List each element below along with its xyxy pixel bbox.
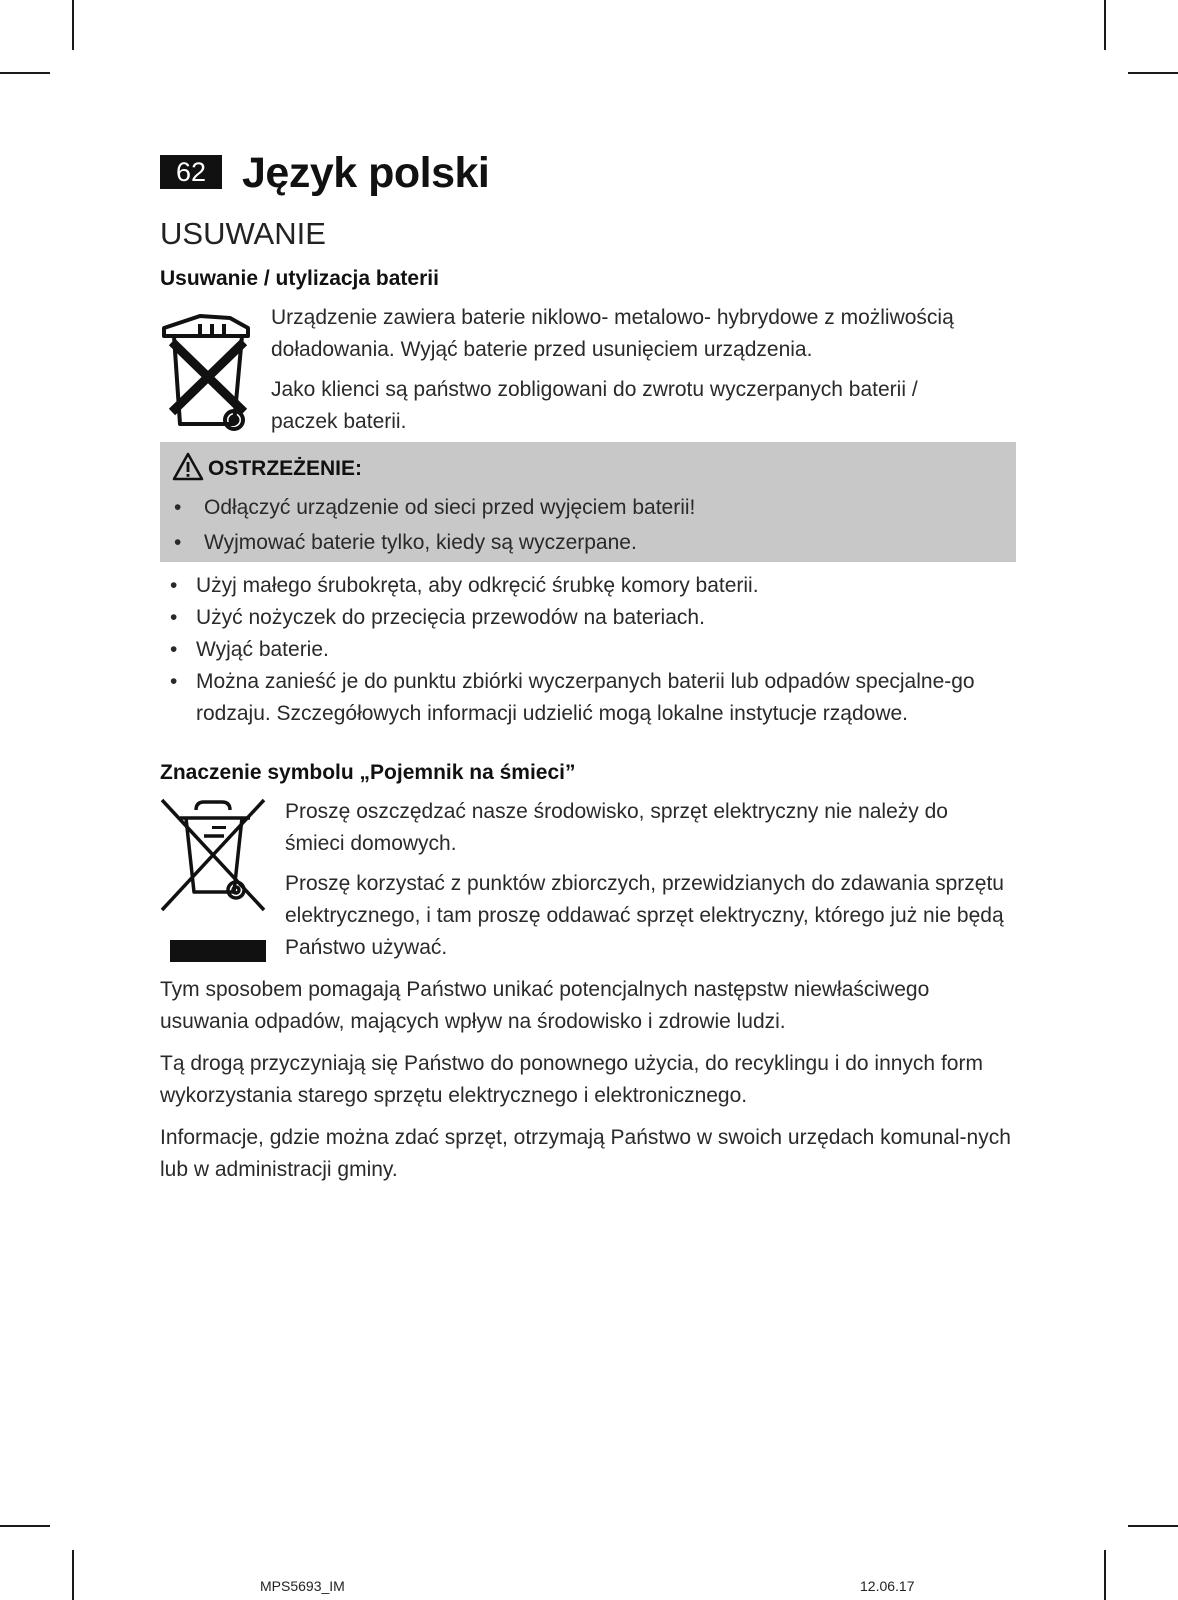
weee-crossed-bin-icon bbox=[160, 796, 268, 968]
step-text: Użyj małego śrubokręta, aby odkręcić śrubkę komory baterii. bbox=[196, 574, 759, 597]
bin-paragraph: Proszę oszczędzać nasze środowisko, sprzęt elektryczny nie należy do śmieci domowych. bbox=[285, 800, 948, 855]
list-item bbox=[160, 602, 1020, 634]
crop-mark bbox=[0, 72, 50, 74]
battery-paragraph: Jako klienci są państwo zobligowani do zwrotu wyczerpanych baterii / paczek baterii. bbox=[271, 378, 918, 433]
bullet: • bbox=[170, 638, 178, 661]
footer-doc-id: MPS5693_IM bbox=[260, 1578, 345, 1594]
list-item bbox=[160, 666, 996, 730]
body-paragraph: Tym sposobem pomagają Państwo unikać potencjalnych następstw niewłaściwego usuwania odpadów, mających wpływ na środowisko i zdrowie ludzi. bbox=[160, 978, 930, 1033]
warning-item: Wyjmować baterie tylko, kiedy są wyczerpane. bbox=[204, 531, 637, 554]
body-paragraph: Informacje, gdzie można zdać sprzęt, otrzymają Państwo w swoich urzędach komunal-nych lub w administracji gminy. bbox=[160, 1126, 1011, 1181]
battery-heading: Usuwanie / utylizacja baterii bbox=[160, 267, 439, 290]
page-title: Język polski bbox=[242, 149, 490, 197]
bullet: • bbox=[174, 496, 182, 519]
crop-mark bbox=[1128, 1525, 1178, 1527]
crop-mark bbox=[72, 1550, 74, 1600]
crop-mark bbox=[1104, 0, 1106, 50]
body-paragraph: Tą drogą przyczyniają się Państwo do ponownego użycia, do recyklingu i do innych form wykorzystania starego sprzętu elektrycznego i elektronicznego. bbox=[160, 1052, 983, 1107]
crop-mark bbox=[1128, 72, 1178, 74]
footer-date: 12.06.17 bbox=[860, 1578, 915, 1594]
step-text: Wyjąć baterie. bbox=[196, 638, 329, 661]
page-number: 62 bbox=[160, 155, 222, 189]
crop-mark bbox=[1104, 1550, 1106, 1600]
bullet: • bbox=[170, 574, 178, 597]
list-item bbox=[160, 570, 1020, 602]
bullet: • bbox=[170, 670, 178, 693]
battery-paragraph: Urządzenie zawiera baterie niklowo- metalowo- hybrydowe z możliwością doładowania. Wyjąć baterie przed usunięciem urządzenia. bbox=[271, 306, 954, 361]
list-item bbox=[160, 525, 695, 560]
steps-list bbox=[160, 570, 1020, 730]
bin-paragraph: Proszę korzystać z punktów zbiorczych, przewidzianych do zdawania sprzętu elektrycznego, i tam proszę oddawać sprzęt elektryczny, którego już nie będą Państwo używać. bbox=[285, 872, 1004, 959]
step-text: Można zanieść je do punktu zbiórki wyczerpanych baterii lub odpadów specjalne-go rodzaju. Szczegółowych informacji udzielić mogą lokalne instytucje rządowe. bbox=[196, 670, 975, 725]
warning-box bbox=[160, 442, 1016, 562]
warning-item: Odłączyć urządzenie od sieci przed wyjęciem baterii! bbox=[204, 496, 696, 519]
list-item bbox=[160, 634, 1020, 666]
bullet: • bbox=[174, 531, 182, 554]
bullet: • bbox=[170, 606, 178, 629]
crop-mark bbox=[0, 1525, 50, 1527]
warning-list bbox=[160, 490, 695, 560]
bin-heading: Znaczenie symbolu „Pojemnik na śmieci” bbox=[160, 761, 576, 784]
crop-mark bbox=[72, 0, 74, 50]
step-text: Użyć nożyczek do przecięcia przewodów na bateriach. bbox=[196, 606, 705, 629]
crossed-out-wheelie-bin-icon bbox=[160, 308, 252, 432]
warning-title: OSTRZEŻENIE: bbox=[208, 457, 363, 480]
warning-triangle-icon bbox=[172, 452, 204, 487]
list-item bbox=[160, 490, 695, 525]
section-title: USUWANIE bbox=[160, 216, 326, 251]
